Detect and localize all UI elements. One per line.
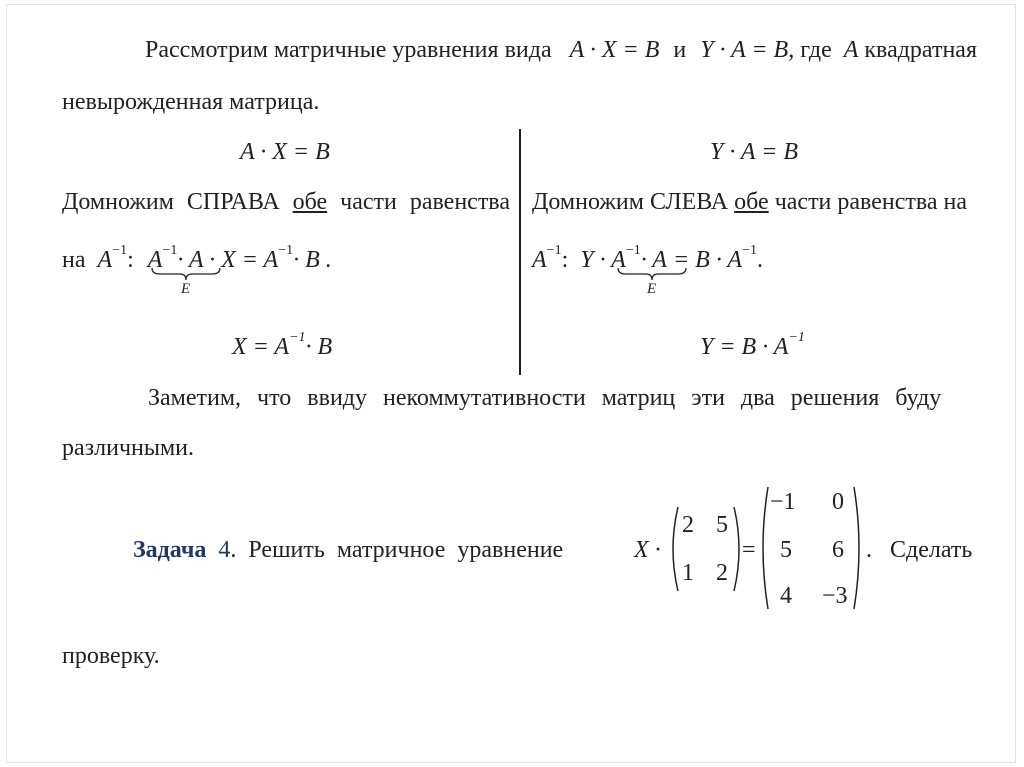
note-line-1 [148, 386, 980, 410]
note-line-2: различными. [62, 435, 195, 461]
left-solution [232, 330, 333, 360]
right-heading: Y · A = B [710, 139, 798, 165]
exponent: −1 [788, 330, 805, 345]
exponent: −1 [742, 243, 757, 258]
exponent: −1 [289, 330, 306, 345]
left-text-word: Домножим [62, 189, 174, 215]
right-expr-dot: . [756, 247, 763, 273]
left-underbrace [150, 266, 222, 282]
intro-line-2: невырожденная матрица. [62, 89, 320, 115]
task-line [133, 538, 563, 562]
left-inverse: A [97, 247, 113, 273]
task-line-2: проверку. [62, 643, 160, 669]
intro-matrix-a: A [843, 37, 859, 63]
task-label: Задача [133, 537, 207, 563]
intro-and: и [673, 37, 687, 63]
right-solution [700, 330, 805, 360]
intro-line-1 [145, 38, 977, 62]
right-brace-label: E [647, 281, 657, 297]
matrix-1-cell: 2 [682, 512, 694, 538]
intro-where: , где [788, 37, 832, 63]
left-text-word: части [340, 189, 397, 215]
note-text: Заметим, что ввиду некоммутативности матриц эти два решения буду [148, 385, 942, 411]
matrix-2-cell: 5 [780, 537, 792, 563]
column-divider [519, 129, 521, 375]
right-text-line-1 [532, 190, 967, 214]
left-expr-a: A [147, 247, 163, 273]
matrix-2-cell: −1 [770, 489, 796, 515]
left-text-word: равенства [409, 189, 510, 215]
right-expression: $A^{-1}$: $Y \cdot A^{-1}\cdot A = B \cdot A^{-1}$. [532, 243, 763, 273]
task-text: . Решить матричное уравнение [230, 537, 564, 563]
task-number: 4 [218, 537, 231, 563]
left-brace-label: E [181, 281, 191, 297]
exponent: −1 [625, 243, 641, 258]
matrix-2-cell: 0 [832, 489, 844, 515]
right-underbrace [616, 266, 688, 282]
matrix-2-cell: −3 [822, 583, 848, 609]
right-inverse: A [532, 247, 547, 273]
matrix-1-cell: 2 [716, 560, 728, 586]
exponent: −1 [546, 243, 562, 258]
matrix-2-cell: 4 [780, 583, 792, 609]
right-expr-mid: · A [640, 247, 667, 273]
matrix-1-parens [666, 503, 746, 595]
matrix-1-cell: 5 [716, 512, 728, 538]
left-text-line-1 [62, 190, 510, 214]
intro-square: квадратная [864, 37, 977, 63]
intro-text: Рассмотрим матричные уравнения вида [145, 37, 552, 63]
task-equals: = [742, 537, 756, 563]
matrix-1-cell: 1 [682, 560, 694, 586]
left-expr-end: · B . [293, 247, 332, 273]
intro-equation-2: Y · A = B [700, 37, 789, 63]
right-solution-lhs: Y = B · A [700, 334, 789, 360]
exponent: −1 [162, 243, 178, 258]
left-expression: на $A^{-1}$: $A^{-1}\cdot A \cdot X = A^{-1}\cdot B$ . [62, 243, 332, 273]
left-na: на [62, 247, 86, 273]
left-heading: A · X = B [240, 139, 330, 165]
right-text-rest: части равенства на [774, 189, 968, 215]
left-solution-end: · B [305, 334, 333, 360]
left-text-word: СПРАВА [186, 189, 280, 215]
exponent: −1 [112, 243, 128, 258]
right-text: Домножим СЛЕВА [532, 189, 729, 215]
matrix-2-cell: 6 [832, 537, 844, 563]
task-x: X · [634, 537, 661, 563]
right-expr-end: = B · A [672, 247, 743, 273]
exponent: −1 [278, 243, 294, 258]
left-solution-lhs: X = A [232, 334, 290, 360]
right-text-obe: обе [734, 189, 769, 215]
intro-equation-1: A · X = B [569, 37, 660, 63]
left-expr-mid: · A · X = A [177, 247, 279, 273]
right-expr-y: Y · A [580, 247, 626, 273]
left-text-word: обе [292, 189, 328, 215]
task-after: . Сделать [866, 537, 973, 563]
